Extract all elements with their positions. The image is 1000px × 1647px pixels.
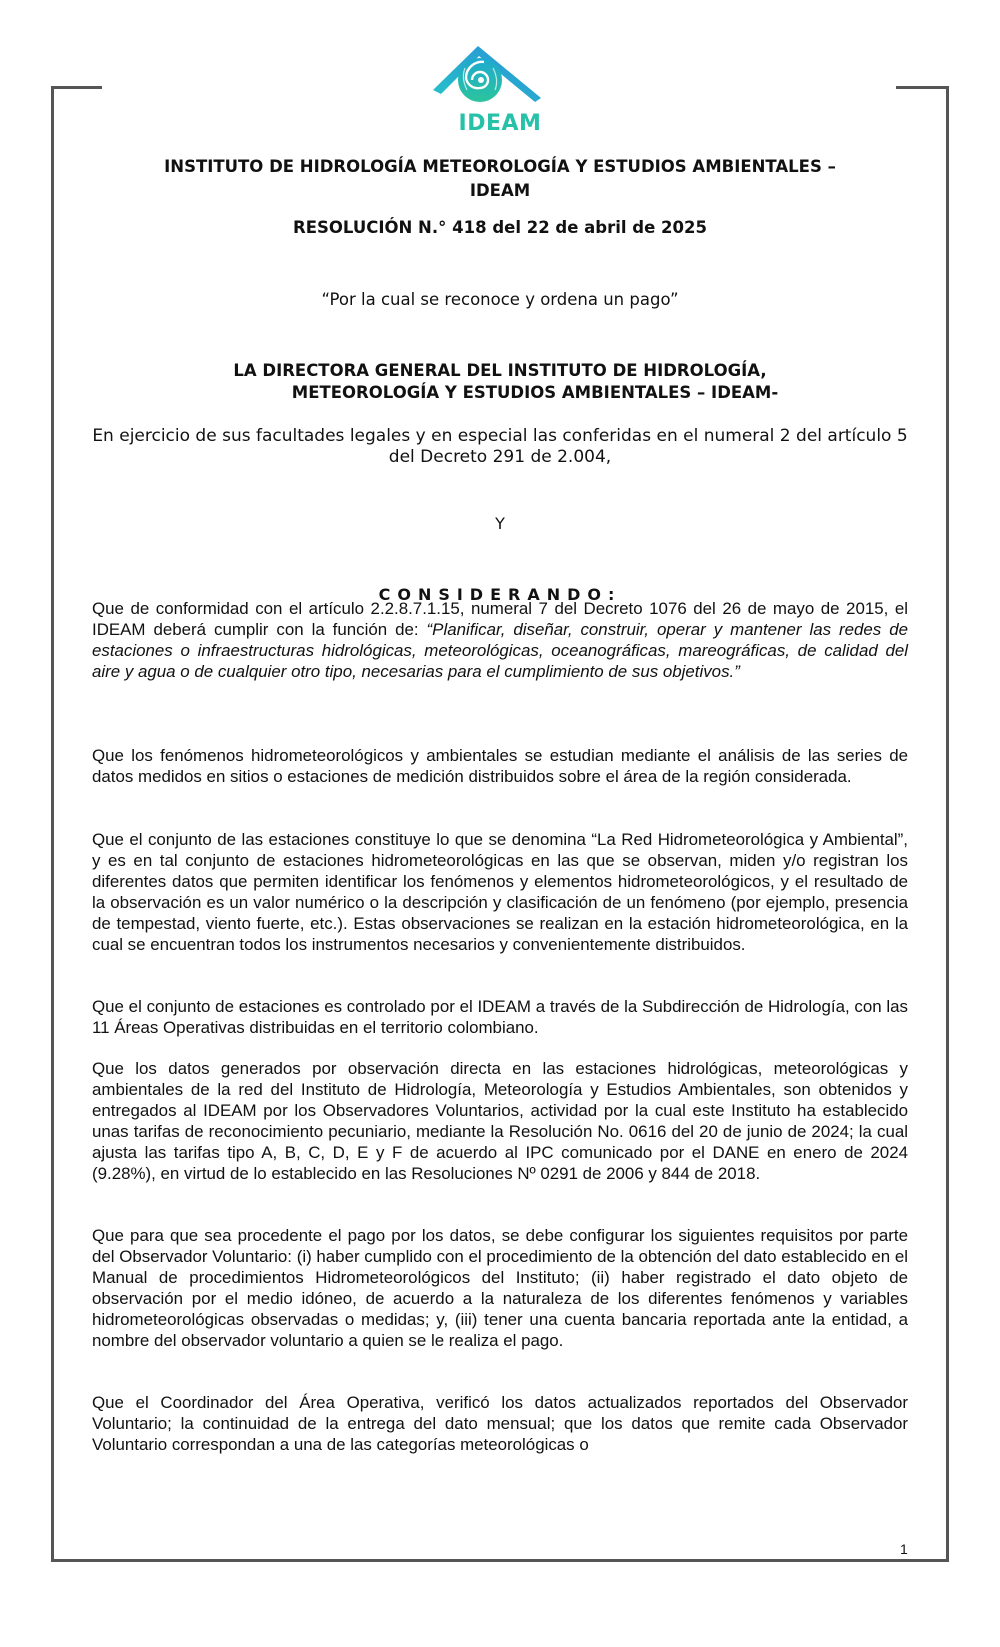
frame-bottom-border (51, 1559, 949, 1562)
logo-text: IDEAM (458, 111, 542, 136)
paragraph-1-lead: Que de conformidad con el artículo 2.2.8.7.1.15, numeral 7 del Decreto 1076 del 26 de mayo de 2015, el IDEAM deberá cumplir con la función de: (92, 599, 908, 639)
resolution-subject: “Por la cual se reconoce y ordena un pago” (321, 290, 679, 309)
considerando-heading: CONSIDERANDO: (378, 585, 622, 604)
resolution-title: RESOLUCIÓN N.° 418 del 22 de abril de 2025 (293, 218, 707, 237)
paragraph-5: Que los datos generados por observación directa en las estaciones hidrológicas, meteorológicas y ambientales de la red del Instituto de Hidrología, Meteorología y Estudios Ambientales, son obtenidos y entregados al IDEAM por los Observadores Voluntarios, actividad por la cual este Instituto ha establecido unas tarifas de reconocimiento pecuniario, mediante la Resolución No. 0616 del 20 de junio de 2024; la cual ajusta las tarifas tipo A, B, C, D, E y F de acuerdo al IPC comunicado por el DANE en enero de 2024 (9.28%), en virtud de lo establecido en las Resoluciones Nº 0291 de 2006 y 844 de 2018. (92, 1059, 908, 1183)
paragraph-1-quote: “Planificar, diseñar, construir, operar y mantener las redes de estaciones o infraestructuras hidrológicas, meteorológicas, oceanográficas, mareográficas, de calidad del aire y agua o de cualquier otro tipo, necesarias para el cumplimiento de sus objetivos.” (92, 620, 908, 681)
ideam-logo (425, 38, 575, 138)
institute-name (92, 155, 908, 203)
authority-powers: En ejercicio de sus facultades legales y en especial las conferidas en el numeral 2 del artículo 5 del Decreto 291 de 2.004, (92, 426, 908, 467)
institute-name-line1: INSTITUTO DE HIDROLOGÍA METEOROLOGÍA Y ESTUDIOS AMBIENTALES – (164, 157, 836, 176)
frame-left-border (51, 86, 54, 1562)
ideam-logo-icon (425, 38, 575, 113)
paragraph-2: Que los fenómenos hidrometeorológicos y ambientales se estudian mediante el análisis de las series de datos medidos en sitios o estaciones de medición distribuidos sobre el área de la región considerada. (92, 746, 908, 786)
authority-line1: LA DIRECTORA GENERAL DEL INSTITUTO DE HIDROLOGÍA, (233, 361, 767, 380)
paragraph-4: Que el conjunto de estaciones es controlado por el IDEAM a través de la Subdirección de Hidrología, con las 11 Áreas Operativas distribuidas en el territorio colombiano. (92, 997, 908, 1037)
frame-right-border (946, 86, 949, 1562)
institute-name-line2: IDEAM (469, 181, 531, 200)
frame-top-left-corner (51, 86, 102, 89)
paragraph-1 (92, 598, 908, 682)
paragraph-6: Que para que sea procedente el pago por los datos, se debe configurar los siguientes requisitos por parte del Observador Voluntario: (i) haber cumplido con el procedimiento de la obtención del dato establecido en el Manual de procedimientos Hidrometeorológicos del Instituto; (ii) haber registrado el dato objeto de observación por el medio idóneo, de acuerdo a la naturaleza de los diferentes fenómenos y variables hidrometeorológicas observadas o medidas; y, (iii) tener una cuenta bancaria reportada ante la entidad, a nombre del observador voluntario a quien se le realiza el pago. (92, 1226, 908, 1350)
page-number: 1 (900, 1541, 908, 1557)
authority-line2: METEOROLOGÍA Y ESTUDIOS AMBIENTALES – IDEAM- (291, 383, 779, 402)
frame-top-right-corner (896, 86, 949, 89)
authority-heading (92, 360, 908, 404)
paragraph-7: Que el Coordinador del Área Operativa, verificó los datos actualizados reportados del Observador Voluntario; la continuidad de la entrega del dato mensual; que los datos que remite cada Observador Voluntario correspondan a una de las categorías meteorológicas o (92, 1393, 908, 1454)
conjunction: Y (495, 514, 505, 533)
paragraph-3: Que el conjunto de las estaciones constituye lo que se denomina “La Red Hidrometeorológica y Ambiental”, y es en tal conjunto de estaciones hidrometeorológicas en las que se observan, miden y/o registran los diferentes datos que permiten identificar los fenómenos y elementos hidrometeorológicos, y el resultado de la observación es un valor numérico o la descripción y clasificación de un fenómeno (por ejemplo, presencia de tempestad, viento fuerte, etc.). Estas observaciones se realizan en la estación hidrometeorológica, en la cual se encuentran todos los instrumentos necesarios y convenientemente distribuidos. (92, 830, 908, 954)
